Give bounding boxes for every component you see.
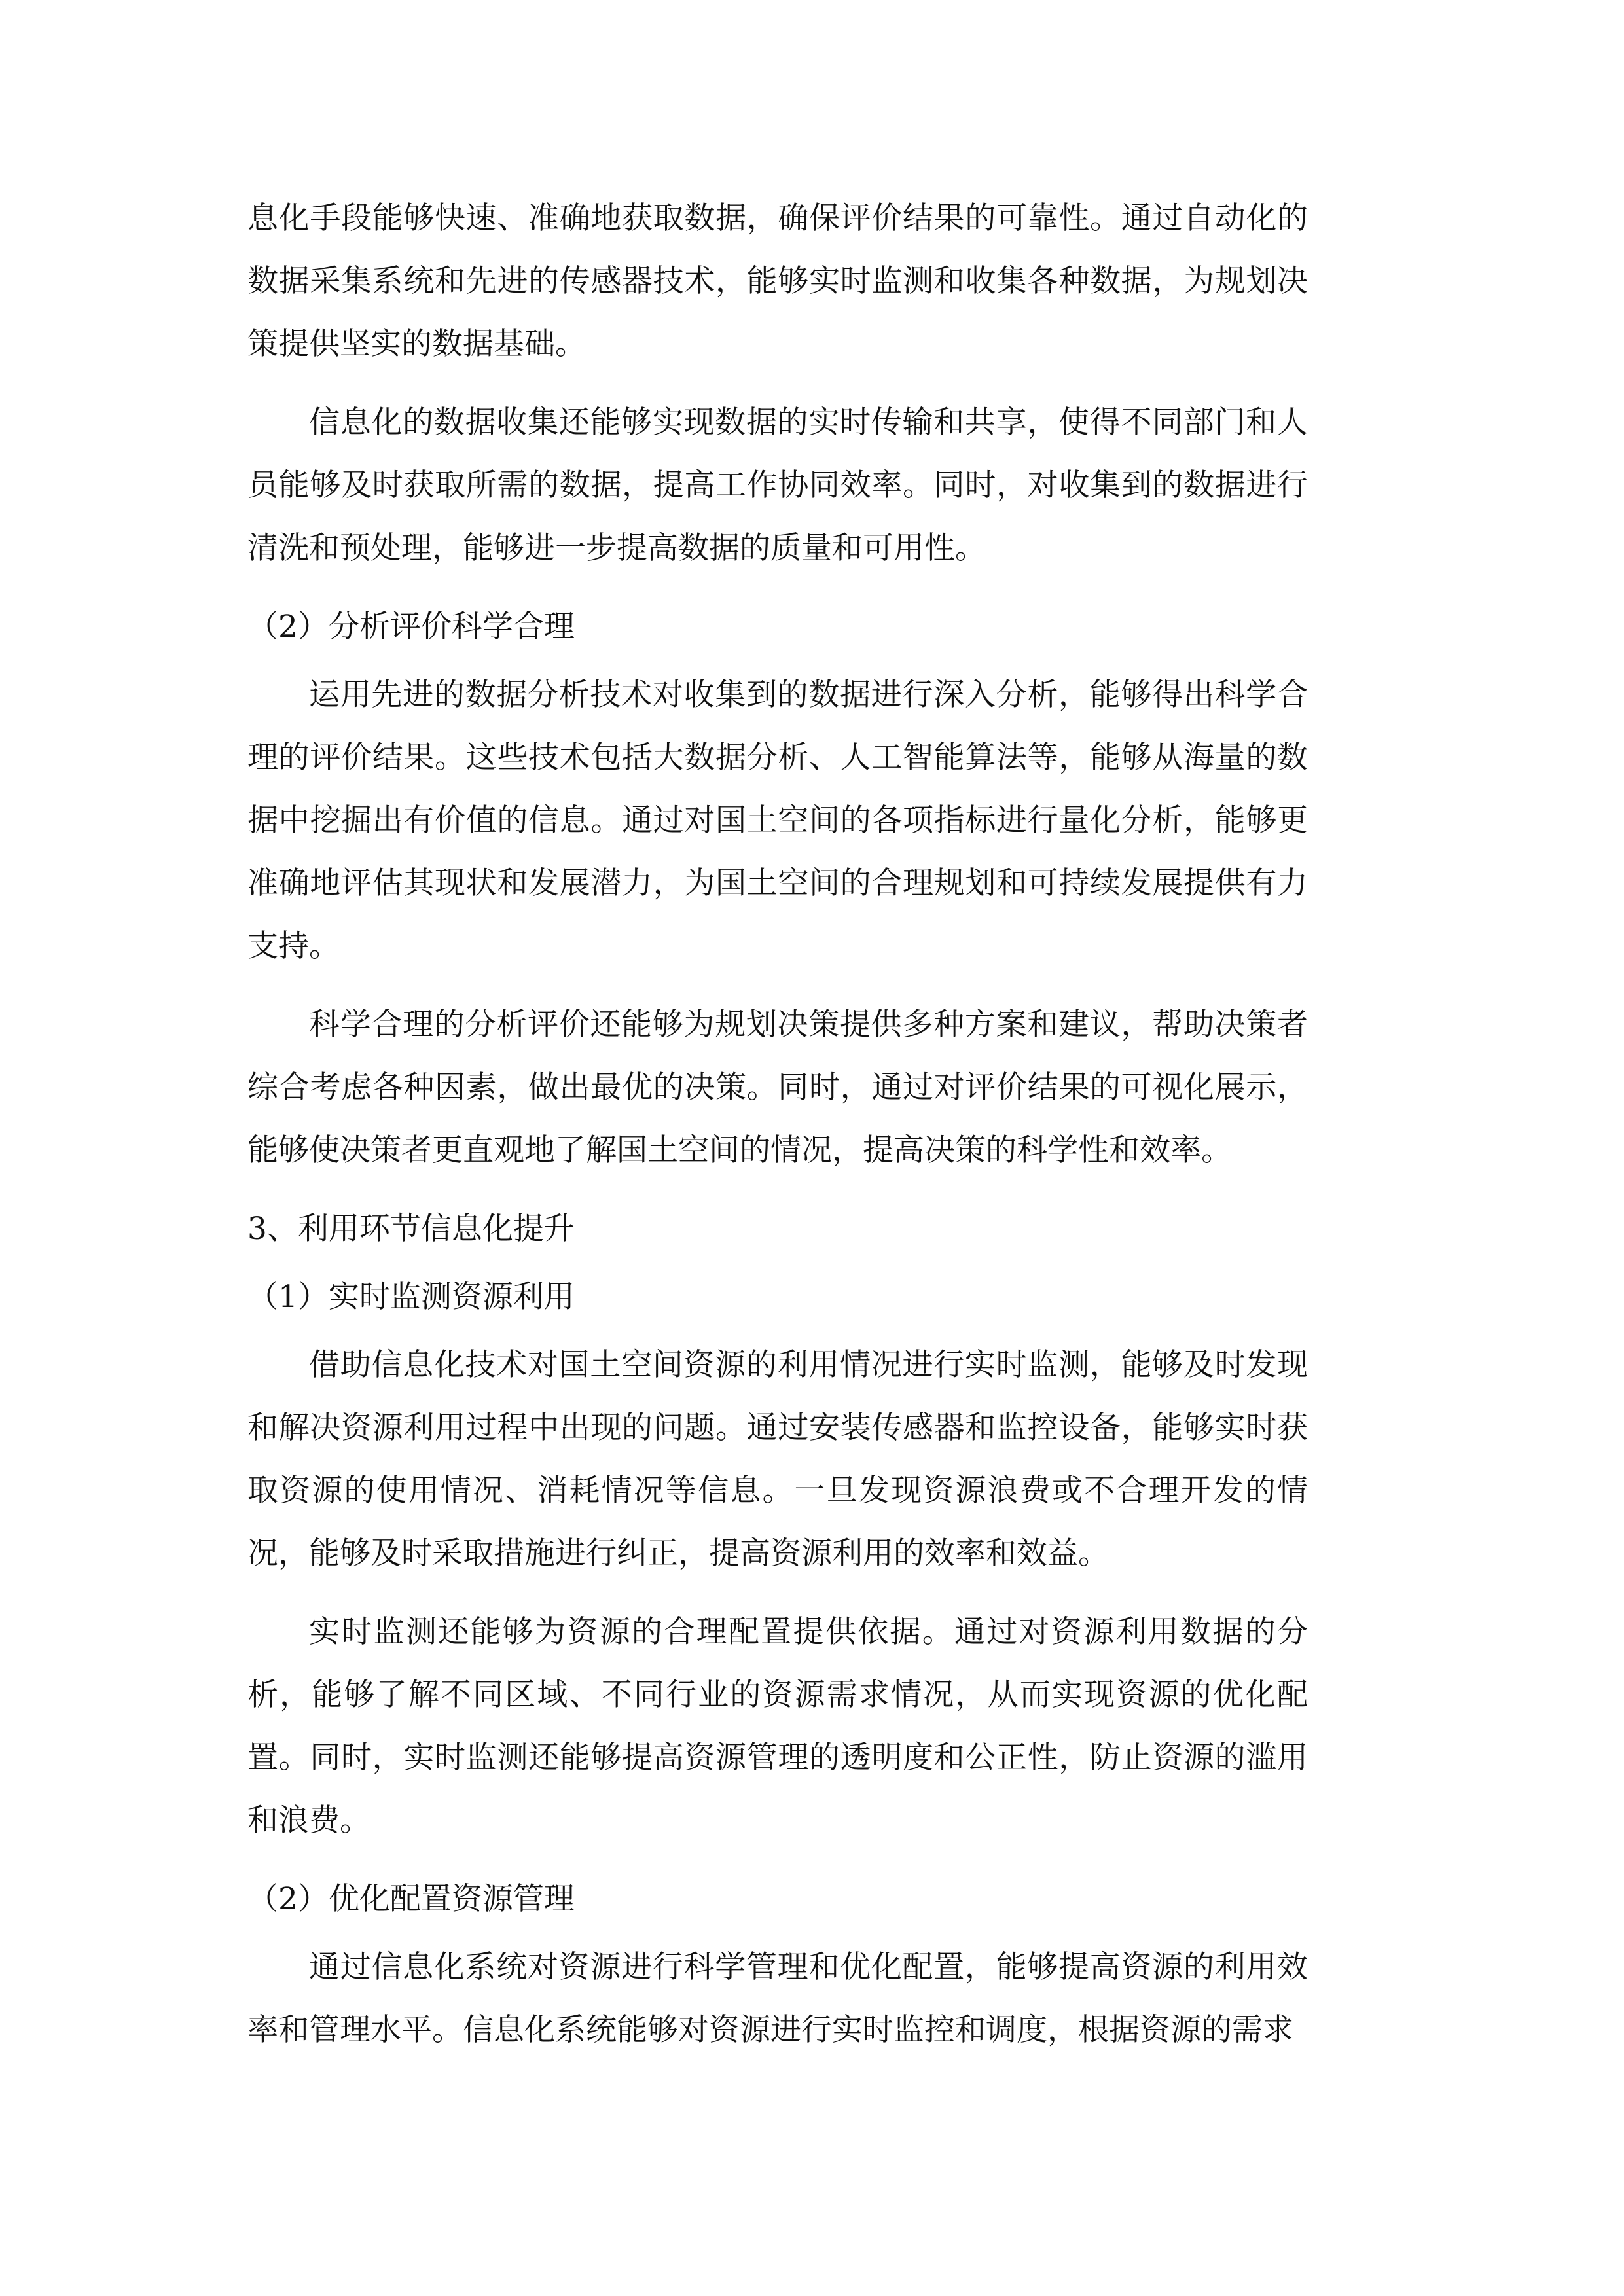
paragraph-decision-support: 科学合理的分析评价还能够为规划决策提供多种方案和建议，帮助决策者综合考虑各种因素，做出最优的决策。同时，通过对评价结果的可视化展示，能够使决策者更直观地了解国土空间的情况，提高决策的科学性和效率。	[247, 1007, 1308, 1168]
document-page	[247, 187, 1308, 2077]
section-heading-resource-management: （2）优化配置资源管理	[247, 1881, 575, 1917]
paragraph-resource-allocation: 实时监测还能够为资源的合理配置提供依据。通过对资源利用数据的分析，能够了解不同区域、不同行业的资源需求情况，从而实现资源的优化配置。同时，实时监测还能够提高资源管理的透明度和公正性，防止资源的滥用和浪费。	[247, 1614, 1308, 1839]
section-heading-utilization: 3、利用环节信息化提升	[247, 1211, 575, 1247]
paragraph-continuation: 息化手段能够快速、准确地获取数据，确保评价结果的可靠性。通过自动化的数据采集系统和先进的传感器技术，能够实时监测和收集各种数据，为规划决策提供坚实的数据基础。	[247, 200, 1308, 362]
paragraph-analysis-methods: 运用先进的数据分析技术对收集到的数据进行深入分析，能够得出科学合理的评价结果。这些技术包括大数据分析、人工智能算法等，能够从海量的数据中挖掘出有价值的信息。通过对国土空间的各项指标进行量化分析，能够更准确地评估其现状和发展潜力，为国土空间的合理规划和可持续发展提供有力支持。	[247, 677, 1308, 964]
paragraph-data-sharing: 信息化的数据收集还能够实现数据的实时传输和共享，使得不同部门和人员能够及时获取所需的数据，提高工作协同效率。同时，对收集到的数据进行清洗和预处理，能够进一步提高数据的质量和可用性。	[247, 404, 1308, 566]
paragraph-realtime-monitoring: 借助信息化技术对国土空间资源的利用情况进行实时监测，能够及时发现和解决资源利用过程中出现的问题。通过安装传感器和监控设备，能够实时获取资源的使用情况、消耗情况等信息。一旦发现资源浪费或不合理开发的情况，能够及时采取措施进行纠正，提高资源利用的效率和效益。	[247, 1347, 1308, 1571]
paragraph-resource-management: 通过信息化系统对资源进行科学管理和优化配置，能够提高资源的利用效率和管理水平。信息化系统能够对资源进行实时监控和调度，根据资源的需求	[247, 1949, 1308, 2048]
section-heading-analysis: （2）分析评价科学合理	[247, 609, 575, 645]
section-heading-monitoring: （1）实时监测资源利用	[247, 1279, 575, 1315]
